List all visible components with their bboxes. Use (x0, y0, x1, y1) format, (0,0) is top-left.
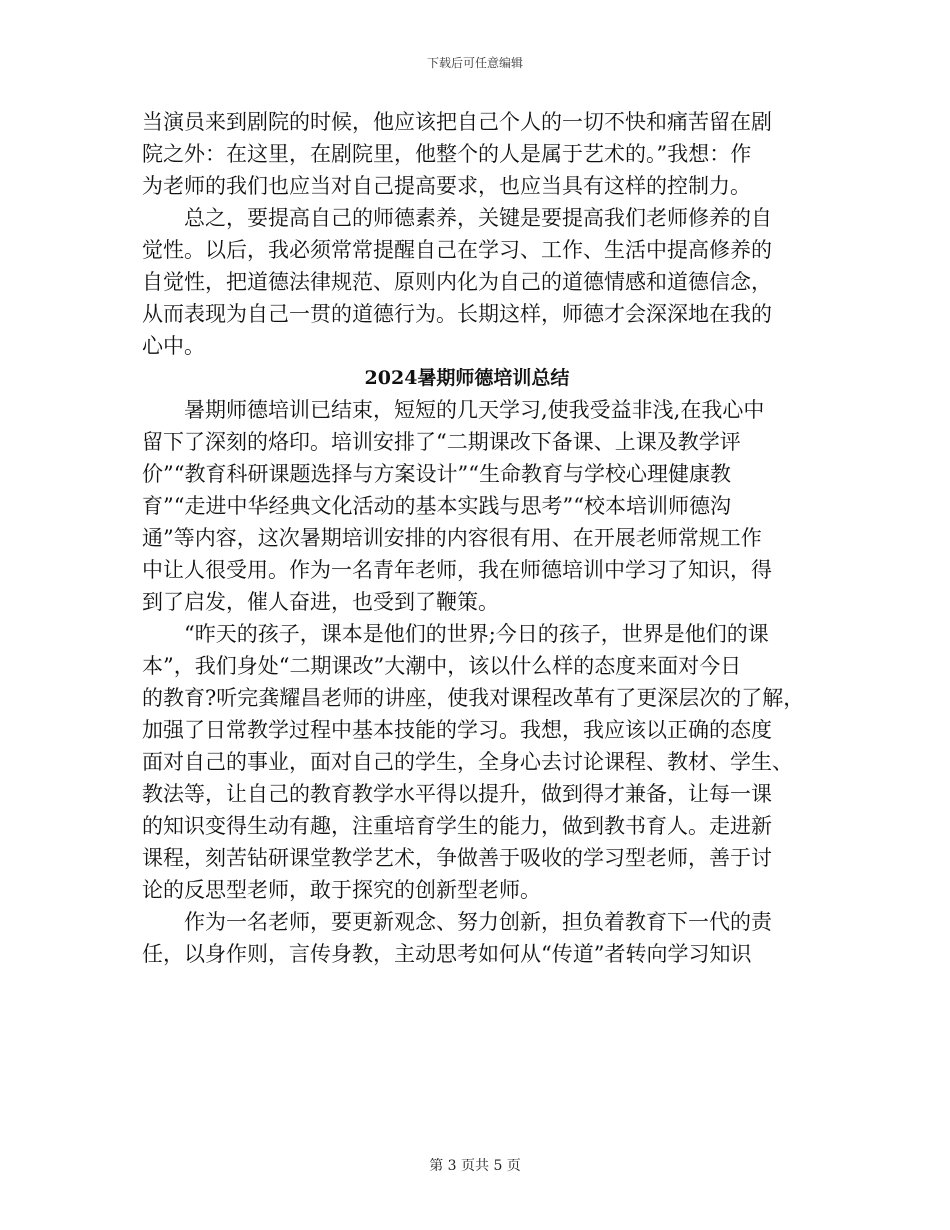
text-line: 任，以身作则，言传身教，主动思考如何从“传道”者转向学习知识 (142, 942, 752, 966)
text-line: 加强了日常教学过程中基本技能的学习。我想，我应该以正确的态度 (142, 718, 772, 742)
text-line: 本”，我们身处“二期课改”大潮中，该以什么样的态度来面对今日 (142, 654, 742, 678)
text-line: 通”等内容，这次暑期培训安排的内容很有用、在开展老师常规工作 (142, 526, 762, 550)
text-line: 当演员来到剧院的时候，他应该把自己个人的一切不快和痛苦留在剧 (142, 110, 772, 134)
text-line: 自觉性，把道德法律规范、原则内化为自己的道德情感和道德信念， (142, 270, 772, 294)
text-line: 的教育?听完龚耀昌老师的讲座，使我对课程改革有了更深层次的了解， (142, 686, 805, 710)
text-line: “昨天的孩子，课本是他们的世界;今日的孩子，世界是他们的课 (184, 622, 769, 646)
text-line: 面对自己的事业，面对自己的学生，全身心去讨论课程、教材、学生、 (142, 750, 793, 774)
text-line: 院之外：在这里，在剧院里，他整个的人是属于艺术的。”我想：作 (142, 142, 752, 166)
section-title: 2024暑期师德培训总结 (364, 367, 570, 389)
text-line: 教法等，让自己的教育教学水平得以提升，做到得才兼备，让每一课 (142, 782, 772, 806)
text-line: 留下了深刻的烙印。培训安排了“二期课改下备课、上课及教学评 (142, 430, 741, 454)
text-line: 暑期师德培训已结束，短短的几天学习,使我受益非浅,在我心中 (184, 398, 765, 422)
text-line: 从而表现为自己一贯的道德行为。长期这样，师德才会深深地在我的 (142, 302, 772, 326)
text-line: 论的反思型老师，敢于探究的创新型老师。 (142, 878, 541, 902)
text-line: 课程，刻苦钻研课堂教学艺术，争做善于吸收的学习型老师，善于讨 (142, 846, 772, 870)
page-header: 下载后可任意编辑 (426, 56, 523, 70)
paragraph (142, 906, 822, 970)
document-body (142, 106, 822, 970)
text-line: 作为一名老师，要更新观念、努力创新，担负着教育下一代的责 (184, 910, 772, 934)
text-line: 心中。 (142, 334, 205, 358)
paragraph (142, 106, 822, 202)
paragraph (142, 394, 822, 618)
text-line: 育”“走进中华经典文化活动的基本实践与思考”“校本培训师德沟 (142, 494, 731, 518)
text-line: 的知识变得生动有趣，注重培育学生的能力，做到教书育人。走进新 (142, 814, 772, 838)
paragraph (142, 202, 822, 362)
paragraph (142, 618, 822, 906)
page-footer: 第 3 页共 5 页 (429, 1158, 521, 1174)
text-line: 觉性。以后，我必须常常提醒自己在学习、工作、生活中提高修养的 (142, 238, 772, 262)
text-line: 为老师的我们也应当对自己提高要求，也应当具有这样的控制力。 (142, 174, 751, 198)
text-line: 中让人很受用。作为一名青年老师，我在师德培训中学习了知识，得 (142, 558, 772, 582)
text-line: 价”“教育科研课题选择与方案设计”“生命教育与学校心理健康教 (142, 462, 731, 486)
text-line: 到了启发，催人奋进，也受到了鞭策。 (142, 590, 499, 614)
text-line: 总之，要提高自己的师德素养，关键是要提高我们老师修养的自 (184, 206, 772, 230)
